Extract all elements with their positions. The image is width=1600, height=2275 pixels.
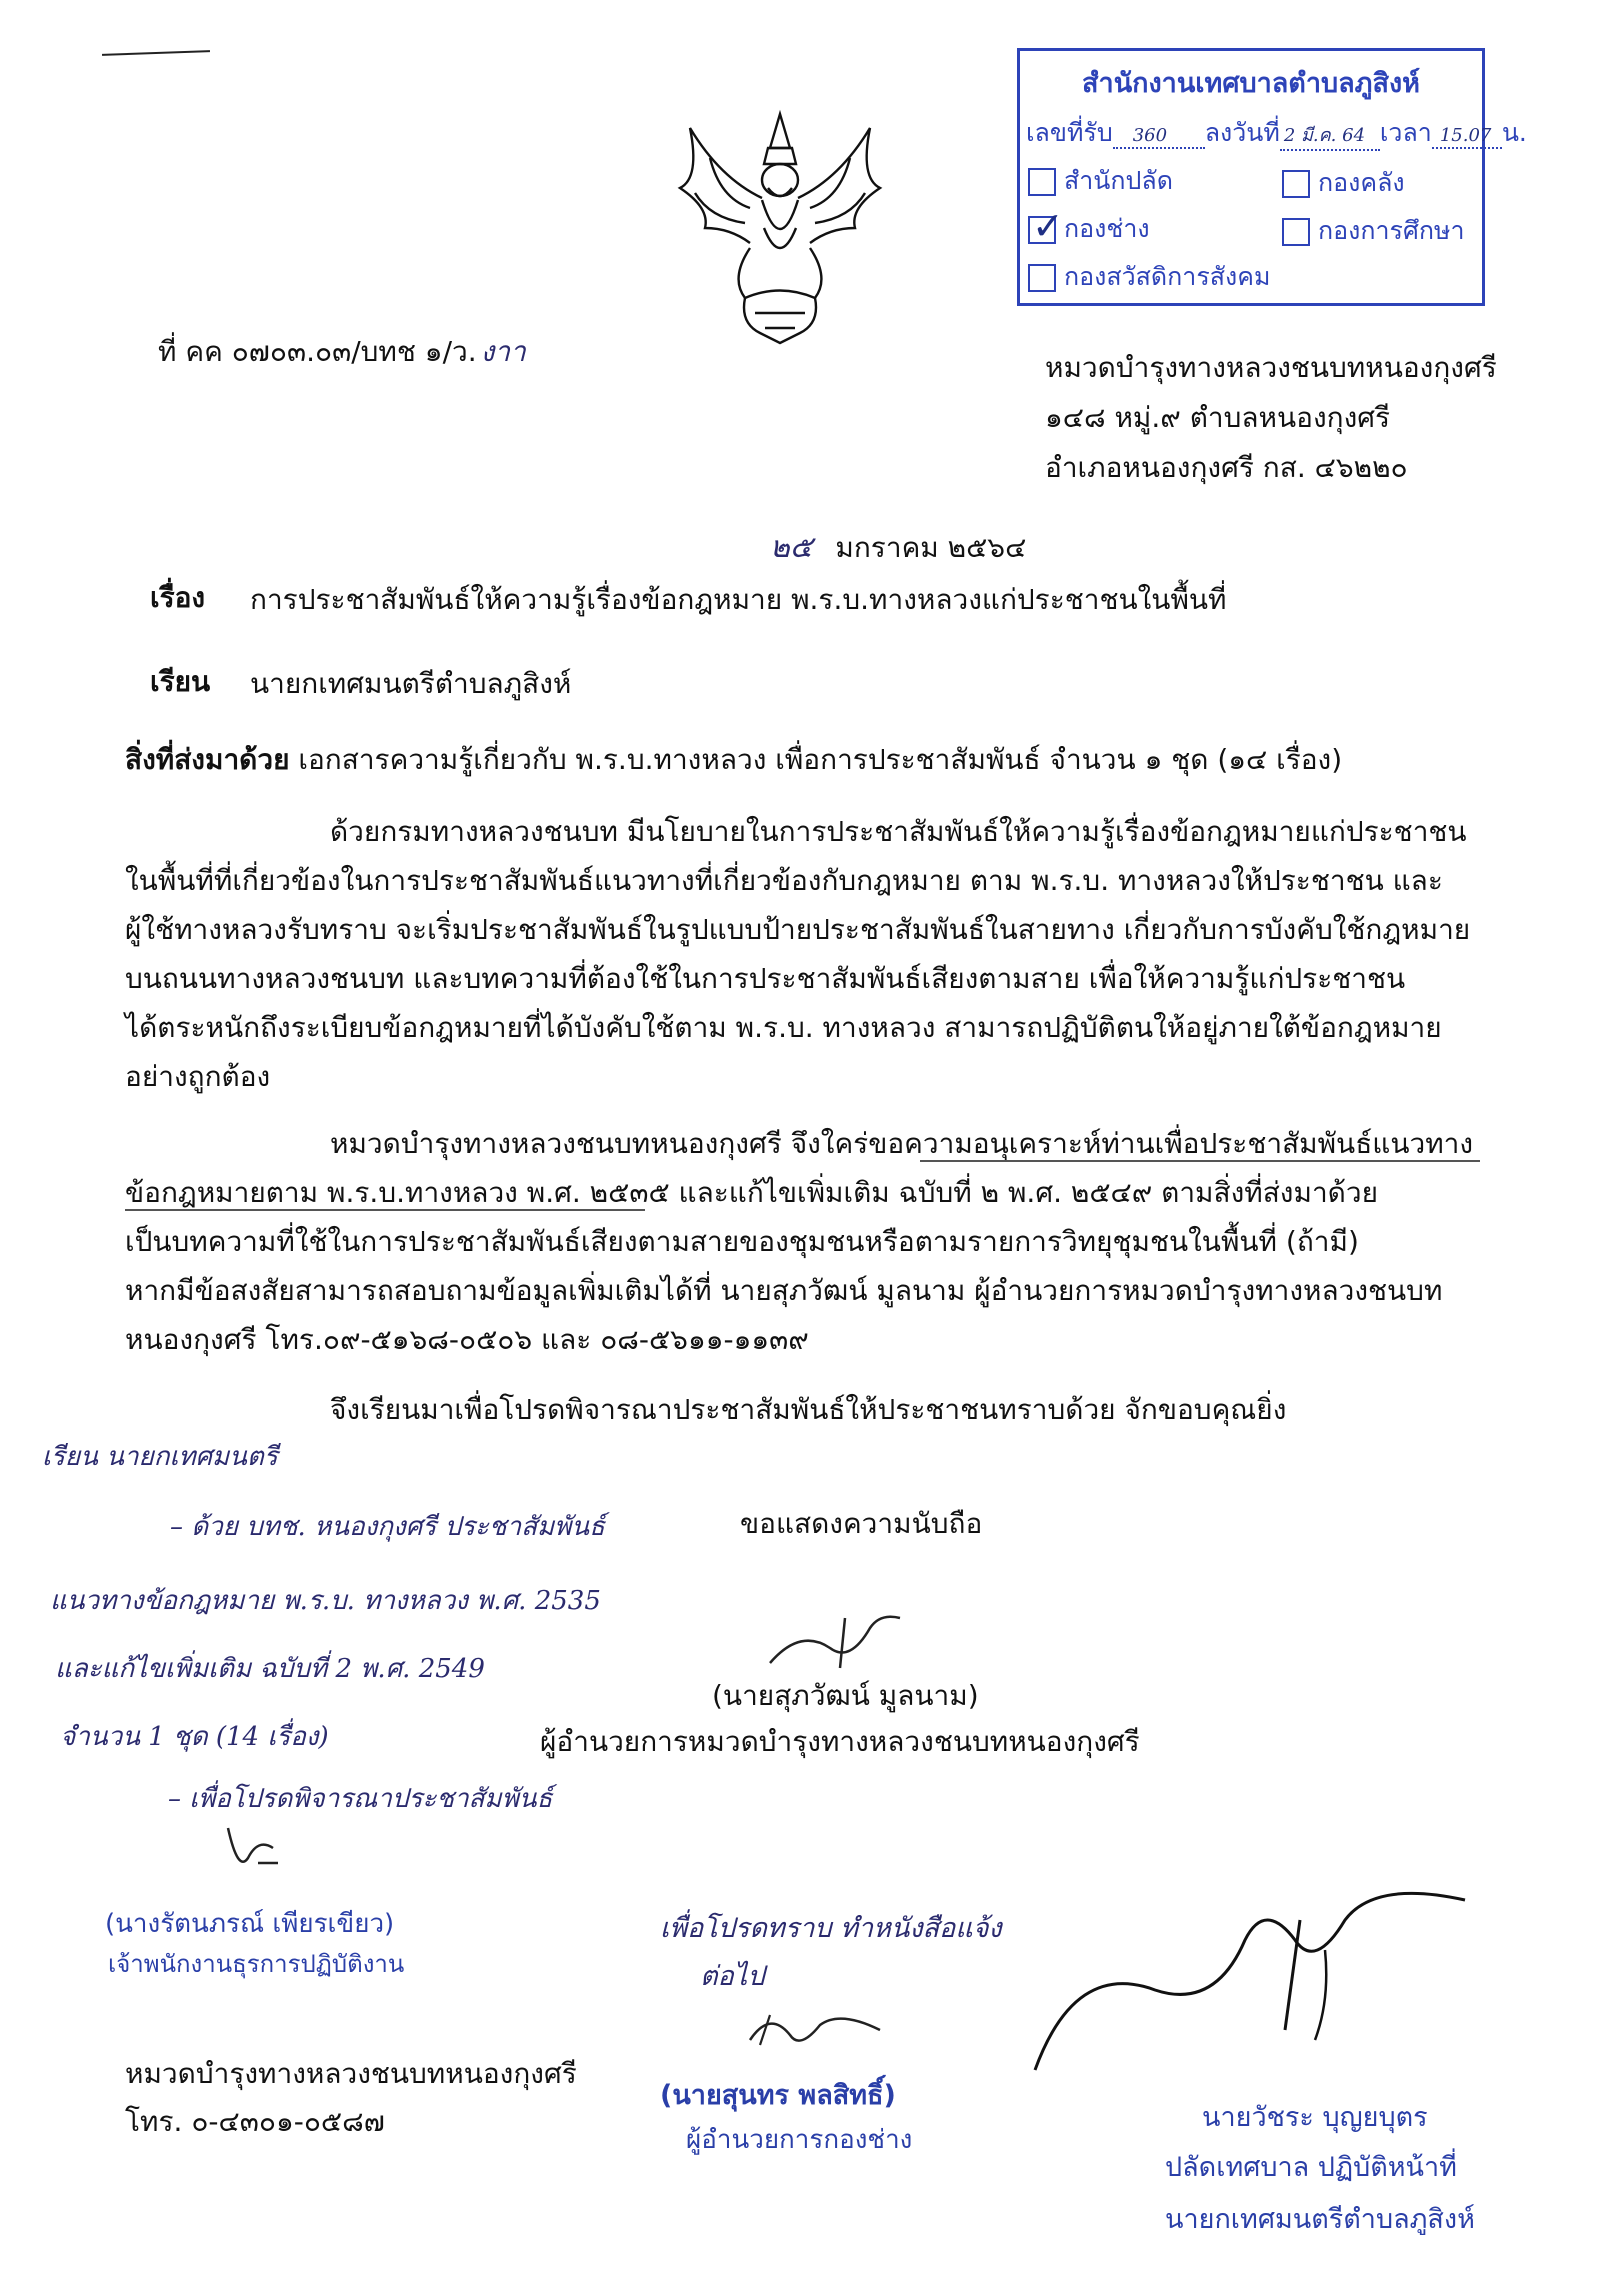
garuda-emblem-icon	[650, 108, 910, 348]
stamp-option-4: กองสวัสดิการสังคม	[1028, 257, 1270, 297]
signer-name: (นายสุภวัฒน์ มูลนาม)	[712, 1679, 979, 1712]
checkbox-icon	[1028, 168, 1056, 196]
stamp-time-unit: น.	[1501, 118, 1527, 147]
para2-line-1: หมวดบำรุงทางหลวงชนบทหนองกุงศรี จึงใคร่ขอความอนุเคราะห์ท่านเพื่อประชาสัมพันธ์แนวทาง	[330, 1127, 1474, 1160]
date-day-handwritten: ๒๕	[770, 530, 813, 565]
para1-line-5: ได้ตระหนักถึงระเบียบข้อกฎหมายที่ได้บังคับใช้ตาม พ.ร.บ. ทางหลวง สามารถปฏิบัติตนให้อยู่ภายใต้ข้อกฎหมาย	[125, 1011, 1442, 1044]
closing-sentence: จึงเรียนมาเพื่อโปรดพิจารณาประชาสัมพันธ์ให้ประชาชนทราบด้วย จักขอบคุณยิ่ง	[330, 1393, 1287, 1426]
checkbox-icon	[1282, 170, 1310, 198]
checkbox-icon	[1028, 264, 1056, 292]
para1-line-1: ด้วยกรมทางหลวงชนบท มีนโยบายในการประชาสัมพันธ์ให้ความรู้เรื่องข้อกฎหมายแก่ประชาชน	[330, 815, 1467, 848]
letter-date: ๒๕ มกราคม ๒๕๖๔	[770, 530, 1027, 565]
para1-line-3: ผู้ใช้ทางหลวงรับทราบ จะเริ่มประชาสัมพันธ์ในรูปแบบป้ายประชาสัมพันธ์ในสายทาง เกี่ยวกับการบังคับใช้กฎหมาย	[125, 913, 1471, 946]
staff-stamp-name: (นางรัตนภรณ์ เพียรเขียว)	[105, 1909, 395, 1939]
deputy-stamp-title-1: ปลัดเทศบาล ปฏิบัติหน้าที่	[1165, 2152, 1457, 2183]
subject-label: เรื่อง	[150, 581, 206, 614]
handwritten-note-6: – เพื่อโปรดพิจารณาประชาสัมพันธ์	[168, 1784, 553, 1814]
handwritten-note-2: – ด้วย บทช. หนองกุงศรี ประชาสัมพันธ์	[170, 1512, 605, 1542]
engineer-stamp-name: (นายสุนทร พลสิทธิ์)	[660, 2080, 896, 2111]
deputy-stamp-title-2: นายกเทศมนตรีตำบลภูสิงห์	[1165, 2204, 1475, 2235]
checkbox-icon	[1282, 218, 1310, 246]
salutation-label: เรียน	[150, 665, 211, 698]
signer-title: ผู้อำนวยการหมวดบำรุงทางหลวงชนบทหนองกุงศรี	[540, 1725, 1140, 1758]
engineer-stamp-title: ผู้อำนวยการกองช่าง	[686, 2125, 913, 2155]
top-left-mark	[102, 50, 210, 56]
reference-number: ที่ คค ๐๗๐๓.๐๓/บทช ๑/ว. งาา	[158, 335, 526, 368]
para2-line-3: เป็นบทความที่ใช้ในการประชาสัมพันธ์เสียงตามสายของชุมชนหรือตามรายการวิทยุชุมชนในพื้นที่ (ถ้ามี)	[125, 1225, 1359, 1258]
footer-org: หมวดบำรุงทางหลวงชนบทหนองกุงศรี	[125, 2057, 577, 2090]
deputy-stamp-name: นายวัชระ บุญยบุตร	[1202, 2102, 1428, 2133]
middle-hand-note-2: ต่อไป	[700, 1961, 765, 1992]
enclosure: สิ่งที่ส่งมาด้วย เอกสารความรู้เกี่ยวกับ พ.ร.บ.ทางหลวง เพื่อการประชาสัมพันธ์ จำนวน ๑ ชุด (๑๔ เรื่อง)	[125, 743, 1343, 776]
sender-address-line-1: หมวดบำรุงทางหลวงชนบทหนองกุงศรี	[1045, 351, 1497, 384]
regards: ขอแสดงความนับถือ	[740, 1507, 983, 1540]
stamp-receipt-label: เลขที่รับ	[1026, 118, 1113, 147]
sender-address-line-3: อำเภอหนองกุงศรี กส. ๔๖๒๒๐	[1045, 451, 1408, 484]
para2-line-5: หนองกุงศรี โทร.๐๙-๕๑๖๘-๐๕๐๖ และ ๐๘-๕๖๑๑-๑๑๓๙	[125, 1323, 809, 1356]
handwritten-note-3: แนวทางข้อกฎหมาย พ.ร.บ. ทางหลวง พ.ศ. 2535	[50, 1586, 601, 1616]
handwritten-note-1: เรียน นายกเทศมนตรี	[42, 1442, 278, 1472]
stamp-receipt-row	[1026, 113, 1527, 153]
signer-signature-icon	[760, 1608, 910, 1678]
staff-stamp-title: เจ้าพนักงานธุรการปฏิบัติงาน	[108, 1950, 405, 1978]
stamp-option-1: กองคลัง	[1282, 163, 1405, 203]
underline-mark-1	[920, 1160, 1480, 1162]
para2-line-2: ข้อกฎหมายตาม พ.ร.บ.ทางหลวง พ.ศ. ๒๕๓๕ และแก้ไขเพิ่มเติม ฉบับที่ ๒ พ.ศ. ๒๕๔๙ ตามสิ่งที่ส่งมาด้วย	[125, 1176, 1378, 1209]
sender-address-line-2: ๑๔๘ หมู่.๙ ตำบลหนองกุงศรี	[1045, 401, 1391, 434]
para1-line-4: บนถนนทางหลวงชนบท และบทความที่ต้องใช้ในการประชาสัมพันธ์เสียงตามสาย เพื่อให้ความรู้แก่ประชาชน	[125, 962, 1406, 995]
stamp-receipt-no: 360	[1132, 125, 1168, 146]
para1-line-6: อย่างถูกต้อง	[125, 1060, 271, 1093]
stamp-date-label: ลงวันที่	[1204, 118, 1280, 147]
para1-line-2: ในพื้นที่ที่เกี่ยวข้องในการประชาสัมพันธ์แนวทางที่เกี่ยวข้องกับกฎหมาย ตาม พ.ร.บ. ทางหลวงให้ประชาชน และ	[125, 864, 1443, 897]
stamp-option-3: กองการศึกษา	[1282, 211, 1464, 251]
handwritten-note-4: และแก้ไขเพิ่มเติม ฉบับที่ 2 พ.ศ. 2549	[55, 1654, 485, 1684]
handwritten-note-5: จำนวน 1 ชุด (14 เรื่อง)	[60, 1722, 329, 1752]
para2-line-4: หากมีข้อสงสัยสามารถสอบถามข้อมูลเพิ่มเติมได้ที่ นายสุภวัฒน์ มูลนาม ผู้อำนวยการหมวดบำรุงทางหลวงชนบท	[125, 1274, 1443, 1307]
checkbox-checked-icon	[1028, 216, 1056, 244]
engineer-signature-icon	[740, 2000, 890, 2060]
stamp-option-0: สำนักปลัด	[1028, 161, 1173, 201]
stamp-time-label: เวลา	[1379, 118, 1432, 147]
middle-hand-note-1: เพื่อโปรดทราบ ทำหนังสือแจ้ง	[660, 1913, 1002, 1944]
stamp-office: สำนักงานเทศบาลตำบลภูสิงห์	[1082, 68, 1420, 99]
stamp-time-value: 15.07	[1439, 125, 1492, 146]
receiving-stamp	[1017, 48, 1527, 306]
subject-text: การประชาสัมพันธ์ให้ความรู้เรื่องข้อกฎหมาย พ.ร.บ.ทางหลวงแก่ประชาชนในพื้นที่	[250, 583, 1227, 616]
deputy-signature-icon	[1015, 1880, 1475, 2080]
reference-handwritten: งาา	[480, 335, 526, 368]
stamp-date-value: 2 มี.ค. 64	[1283, 125, 1366, 146]
staff-initial-icon	[218, 1818, 288, 1878]
salutation-text: นายกเทศมนตรีตำบลภูสิงห์	[250, 667, 572, 700]
underline-mark-2	[125, 1209, 645, 1211]
footer-tel: โทร. ๐-๔๓๐๑-๐๕๘๗	[125, 2105, 385, 2138]
stamp-option-2: ✓กองช่าง	[1028, 209, 1150, 249]
